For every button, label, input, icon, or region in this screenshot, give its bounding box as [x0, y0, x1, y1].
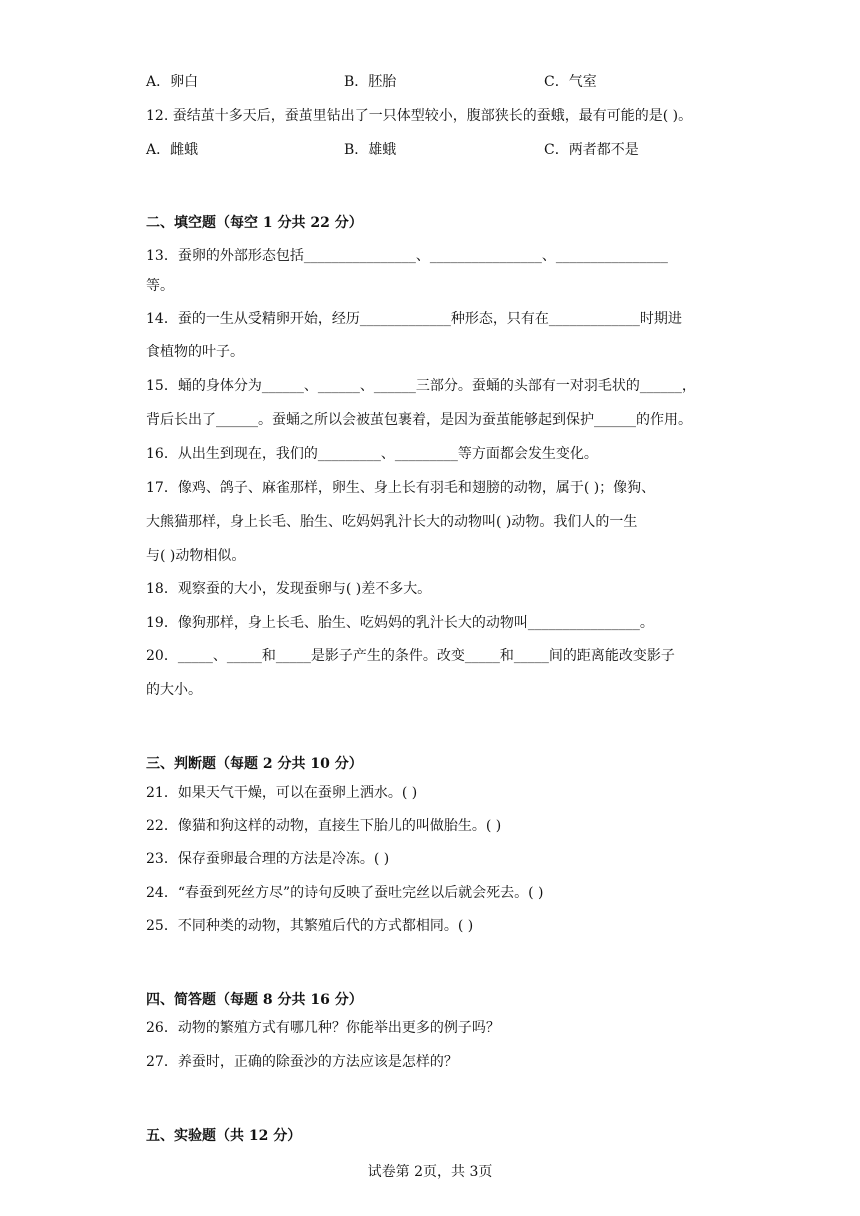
question-line: 23．保存蚕卵最合理的方法是冷冻。( ) — [146, 851, 390, 867]
question-line: 背后长出了______。蚕蛹之所以会被茧包裹着，是因为蚕茧能够起到保护______的作用。 — [146, 412, 692, 428]
question-line: 19．像狗那样，身上长毛、胎生、吃妈妈的乳汁长大的动物叫________________。 — [146, 615, 654, 631]
question-line: 与( )动物相似。 — [146, 548, 246, 564]
section-3-heading: 三、判断题（每题 2 分共 10 分） — [146, 756, 363, 772]
q12-option-a: A．雌蛾 — [146, 142, 199, 158]
question-line: 27．养蚕时，正确的除蚕沙的方法应该是怎样的？ — [146, 1054, 458, 1070]
question-line: 的大小。 — [146, 682, 202, 698]
question-line: 18．观察蚕的大小，发现蚕卵与( )差不多大。 — [146, 581, 432, 597]
question-12: 12. 蚕结茧十多天后，蚕茧里钻出了一只体型较小，腹部狭长的蚕蛾，最有可能的是( )。 — [146, 108, 693, 124]
question-line: 食植物的叶子。 — [146, 344, 244, 360]
question-line: 16．从出生到现在，我们的_________、_________等方面都会发生变化。 — [146, 446, 598, 462]
q12-option-c: C．两者都不是 — [544, 142, 639, 158]
question-line: 25．不同种类的动物，其繁殖后代的方式都相同。( ) — [146, 918, 474, 934]
question-line: 13．蚕卵的外部形态包括________________、________________、________________ — [146, 248, 668, 264]
page-footer: 试卷第 2页，共 3页 — [367, 1164, 493, 1180]
section-5-heading: 五、实验题（共 12 分） — [146, 1128, 302, 1144]
question-line: 15．蛹的身体分为______、______、______三部分。蚕蛹的头部有一对羽毛状的______， — [146, 378, 696, 394]
question-line: 21．如果天气干燥，可以在蚕卵上洒水。( ) — [146, 785, 418, 801]
question-line: 等。 — [146, 278, 174, 294]
question-line: 17．像鸡、鸽子、麻雀那样，卵生、身上长有羽毛和翅膀的动物，属于( )；像狗、 — [146, 480, 656, 496]
q12-option-b: B．雄蛾 — [344, 142, 397, 158]
q11-option-c: C．气室 — [544, 74, 597, 90]
q11-option-b: B．胚胎 — [344, 74, 397, 90]
question-line: 14．蚕的一生从受精卵开始，经历_____________种形态，只有在_____________时期进 — [146, 311, 682, 327]
section-2-heading: 二、填空题（每空 1 分共 22 分） — [146, 215, 363, 231]
question-line: 24．“春蚕到死丝方尽”的诗句反映了蚕吐完丝以后就会死去。( ) — [146, 885, 544, 901]
q11-option-a: A．卵白 — [146, 74, 199, 90]
question-line: 20．_____、_____和_____是影子产生的条件。改变_____和_____间的距离能改变影子 — [146, 648, 675, 664]
section-4-heading: 四、简答题（每题 8 分共 16 分） — [146, 992, 363, 1008]
question-line: 大熊猫那样，身上长毛、胎生、吃妈妈乳汁长大的动物叫( )动物。我们人的一生 — [146, 514, 638, 530]
question-line: 22．像猫和狗这样的动物，直接生下胎儿的叫做胎生。( ) — [146, 818, 502, 834]
question-line: 26．动物的繁殖方式有哪几种？你能举出更多的例子吗？ — [146, 1020, 500, 1036]
